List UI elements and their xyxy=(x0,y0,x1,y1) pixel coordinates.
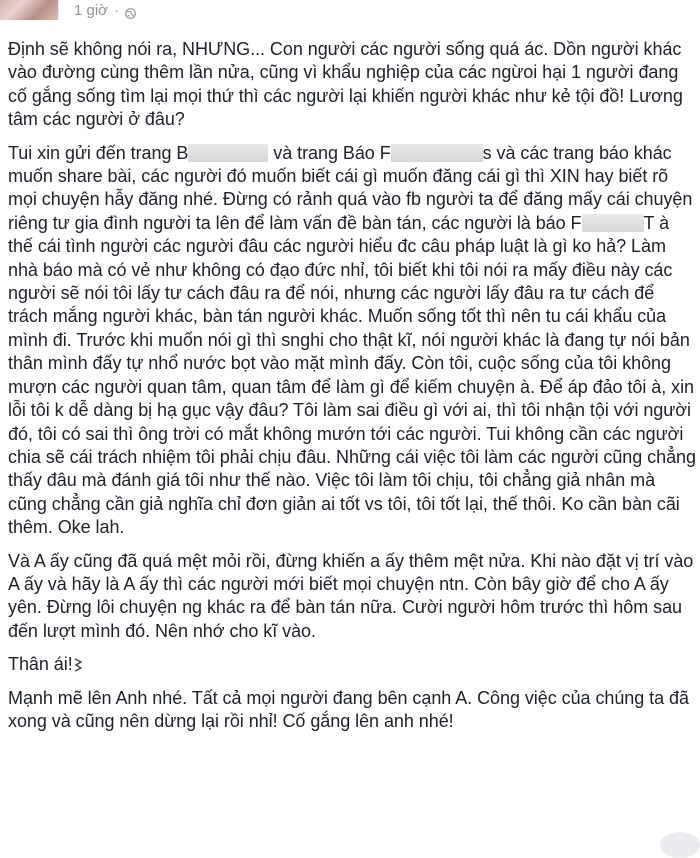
timestamp[interactable]: 1 giờ xyxy=(74,2,109,19)
post-meta xyxy=(74,2,136,20)
post-text: s và các trang báo khác muốn share bài, các người đó muốn biết cái gì muốn đăng cái gì thì XIN hay biết rõ mọi chuyện hẫy đăng nhé. Đừng có rảnh quá vào fb người ta để đăng mấy cái chuyện riêng tư gia đình người ta lên để làm vấn đề bàn tán, các người là báo F xyxy=(8,142,693,233)
redaction-block xyxy=(582,214,644,232)
redaction-block xyxy=(391,144,483,162)
redaction-block xyxy=(188,144,268,162)
meta-separator: · xyxy=(114,2,120,19)
post-paragraph xyxy=(8,142,698,540)
post-header xyxy=(0,0,700,26)
post-text: T à thế cái tình người các người đâu các người hiểu đc câu pháp luật là gì ko hả? Làm nhà báo mà có vẻ như không có đạo đức nhỉ, tôi biết khi tôi nói ra mấy điều này các người sẽ nói tôi lấy tư cách đâu ra để nói, nhưng các người lấy đâu ra tư cách để trách mắng người khác, bàn tán người khác. Muốn sống tốt thì nên tu cái khẩu của mình đi. Trước khi muốn nói gì thì snghi cho thật kĩ, nói người khác là đang tự nói bản thân mình đấy tự nhổ nước bọt vào mặt mình đấy. Còn tôi, cuộc sống của tôi không mượn các người quan tâm, quan tâm để làm gì để kiếm chuyện à. Để áp đảo tôi à, xin lỗi tôi k dễ dàng bị hạ gục vậy đâu? Tôi làm sai điều gì với ai, thì tôi nhận tội với người đó, tôi có sai thì ông trời có mắt không mướn tới các người. Tui không cần các người chia sẽ cái trách nhiệm tôi phải chịu đâu. Những cái việc tôi làm các người cũng chẳng thấy đâu mà đánh giá tôi như thế nào. Việc tôi làm tôi chịu, tôi chẳng giả nhân mà cũng chẳng cần giả nghĩa chỉ đơn giản ai tốt vs tôi, tôi tốt lại, thế thôi. Ko cần bàn cãi thêm. Oke lah. xyxy=(8,212,696,538)
post-paragraph xyxy=(8,653,698,676)
post-paragraph: Mạnh mẽ lên Anh nhé. Tất cả mọi người đang bên cạnh A. Công việc của chúng ta đã xong và cũng nên dừng lại rồi nhỉ! Cố gắng lên anh nhé! xyxy=(8,687,689,731)
post-text: Thân ái! xyxy=(8,654,73,675)
post-body xyxy=(8,38,698,743)
globe-icon[interactable] xyxy=(125,6,136,17)
reaction-bubble[interactable] xyxy=(660,832,700,858)
sparkle-icon xyxy=(73,655,83,669)
post-paragraph: Và A ấy cũng đã quá mệt mỏi rồi, đừng khiến a ấy thêm mệt nửa. Khi nào đặt vị trí vào A ấy và hãy là A ấy thì các người mới biết mọi chuyện ntn. Còn bây giờ để cho A ấy yên. Đừng lôi chuyện ng khác ra để bàn tán nữa. Cười người hôm trước thì hôm sau đến lượt mình đó. Nên nhớ cho kĩ vào. xyxy=(8,550,694,641)
post-paragraph: Định sẽ không nói ra, NHƯNG... Con người các người sống quá ác. Dồn người khác vào đường cùng thêm lần nửa, cũng vì khẩu nghiệp của các ngừoi hại 1 người đang cố gắng sống tìm lại mọi thứ thì các người lại khiến người khác như kẻ tội đồ! Lương tâm các người ở đâu? xyxy=(8,39,683,130)
post-text: Tui xin gửi đến trang B xyxy=(8,142,189,163)
post-text: và trang Báo F xyxy=(273,142,391,163)
avatar[interactable] xyxy=(0,0,59,20)
